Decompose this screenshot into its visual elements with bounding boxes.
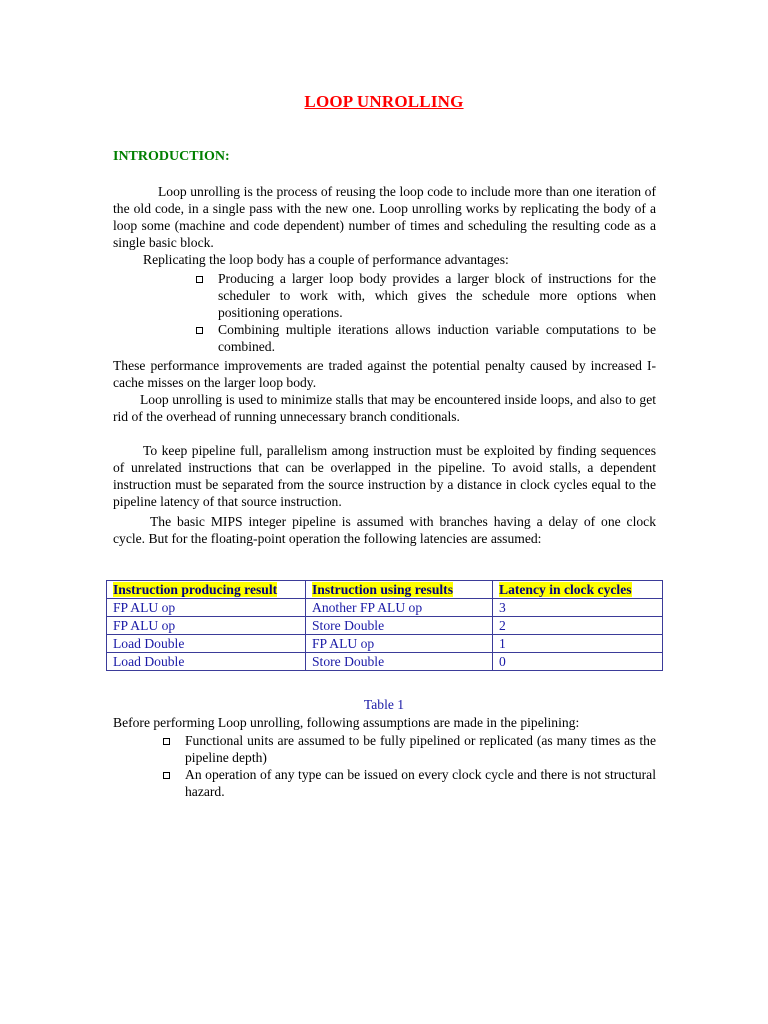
list-item <box>218 270 656 321</box>
list-item-text: Functional units are assumed to be fully pipelined or replicated (as many times as the pipeline depth) <box>185 733 656 765</box>
table-cell: Load Double <box>107 653 306 671</box>
table-cell: 0 <box>493 653 663 671</box>
table-header-cell: Latency in clock cycles <box>493 581 663 599</box>
paragraph-definition: Loop unrolling is the process of reusing the loop code to include more than one iteration of the old code, in a single pass with the new one. Loop unrolling works by replicating the body of a loop some (machine and code dependent) number of times and scheduling the resulting code as a single basic block. <box>113 184 656 250</box>
table-row <box>107 599 663 617</box>
table-header-row <box>107 581 663 599</box>
paragraph-mips: The basic MIPS integer pipeline is assumed with branches having a delay of one clock cycle. But for the floating-point operation the following latencies are assumed: <box>113 514 656 546</box>
bullet-square-icon <box>196 327 203 334</box>
paragraph-stalls: Loop unrolling is used to minimize stalls that may be encountered inside loops, and also to get rid of the overhead of running unnecessary branch conditionals. <box>113 392 656 424</box>
list-item <box>218 321 656 355</box>
list-item-text: Producing a larger loop body provides a larger block of instructions for the scheduler to work with, which gives the schedule more options when positioning operations. <box>218 271 656 320</box>
paragraph-pipeline: To keep pipeline full, parallelism among instruction must be exploited by finding sequences of unrelated instructions that can be overlapped in the pipeline. To avoid stalls, a dependent instruction must be separated from the source instruction by a distance in clock cycles equal to the pipeline latency of that source instruction. <box>113 443 656 509</box>
advantages-list <box>218 270 656 355</box>
list-item <box>185 732 656 766</box>
paragraph-advantages-intro: Replicating the loop body has a couple of performance advantages: <box>143 252 509 267</box>
table-cell: 2 <box>493 617 663 635</box>
table-row <box>107 653 663 671</box>
table-cell: Load Double <box>107 635 306 653</box>
paragraph-tradeoff: These performance improvements are traded against the potential penalty caused by increased I-cache misses on the larger loop body. <box>113 358 656 390</box>
list-item-text: An operation of any type can be issued on every clock cycle and there is not structural hazard. <box>185 767 656 799</box>
bullet-square-icon <box>163 738 170 745</box>
assumptions-list <box>185 732 656 800</box>
section-heading-introduction: INTRODUCTION: <box>113 149 230 164</box>
table-caption: Table 1 <box>363 697 405 712</box>
bullet-square-icon <box>196 276 203 283</box>
bullet-square-icon <box>163 772 170 779</box>
table-cell: Store Double <box>306 653 493 671</box>
table-cell: FP ALU op <box>107 617 306 635</box>
table-header-cell: Instruction using results <box>306 581 493 599</box>
table-header-cell: Instruction producing result <box>107 581 306 599</box>
table-cell: Another FP ALU op <box>306 599 493 617</box>
table-cell: FP ALU op <box>107 599 306 617</box>
list-item-text: Combining multiple iterations allows induction variable computations to be combined. <box>218 322 656 354</box>
table-cell: 3 <box>493 599 663 617</box>
table-row <box>107 617 663 635</box>
paragraph-assumptions: Before performing Loop unrolling, following assumptions are made in the pipelining: <box>113 715 580 730</box>
document-title: LOOP UNROLLING <box>304 92 464 111</box>
list-item <box>185 766 656 800</box>
table-cell: FP ALU op <box>306 635 493 653</box>
table-row <box>107 635 663 653</box>
table-cell: 1 <box>493 635 663 653</box>
latency-table <box>106 580 663 671</box>
table-cell: Store Double <box>306 617 493 635</box>
